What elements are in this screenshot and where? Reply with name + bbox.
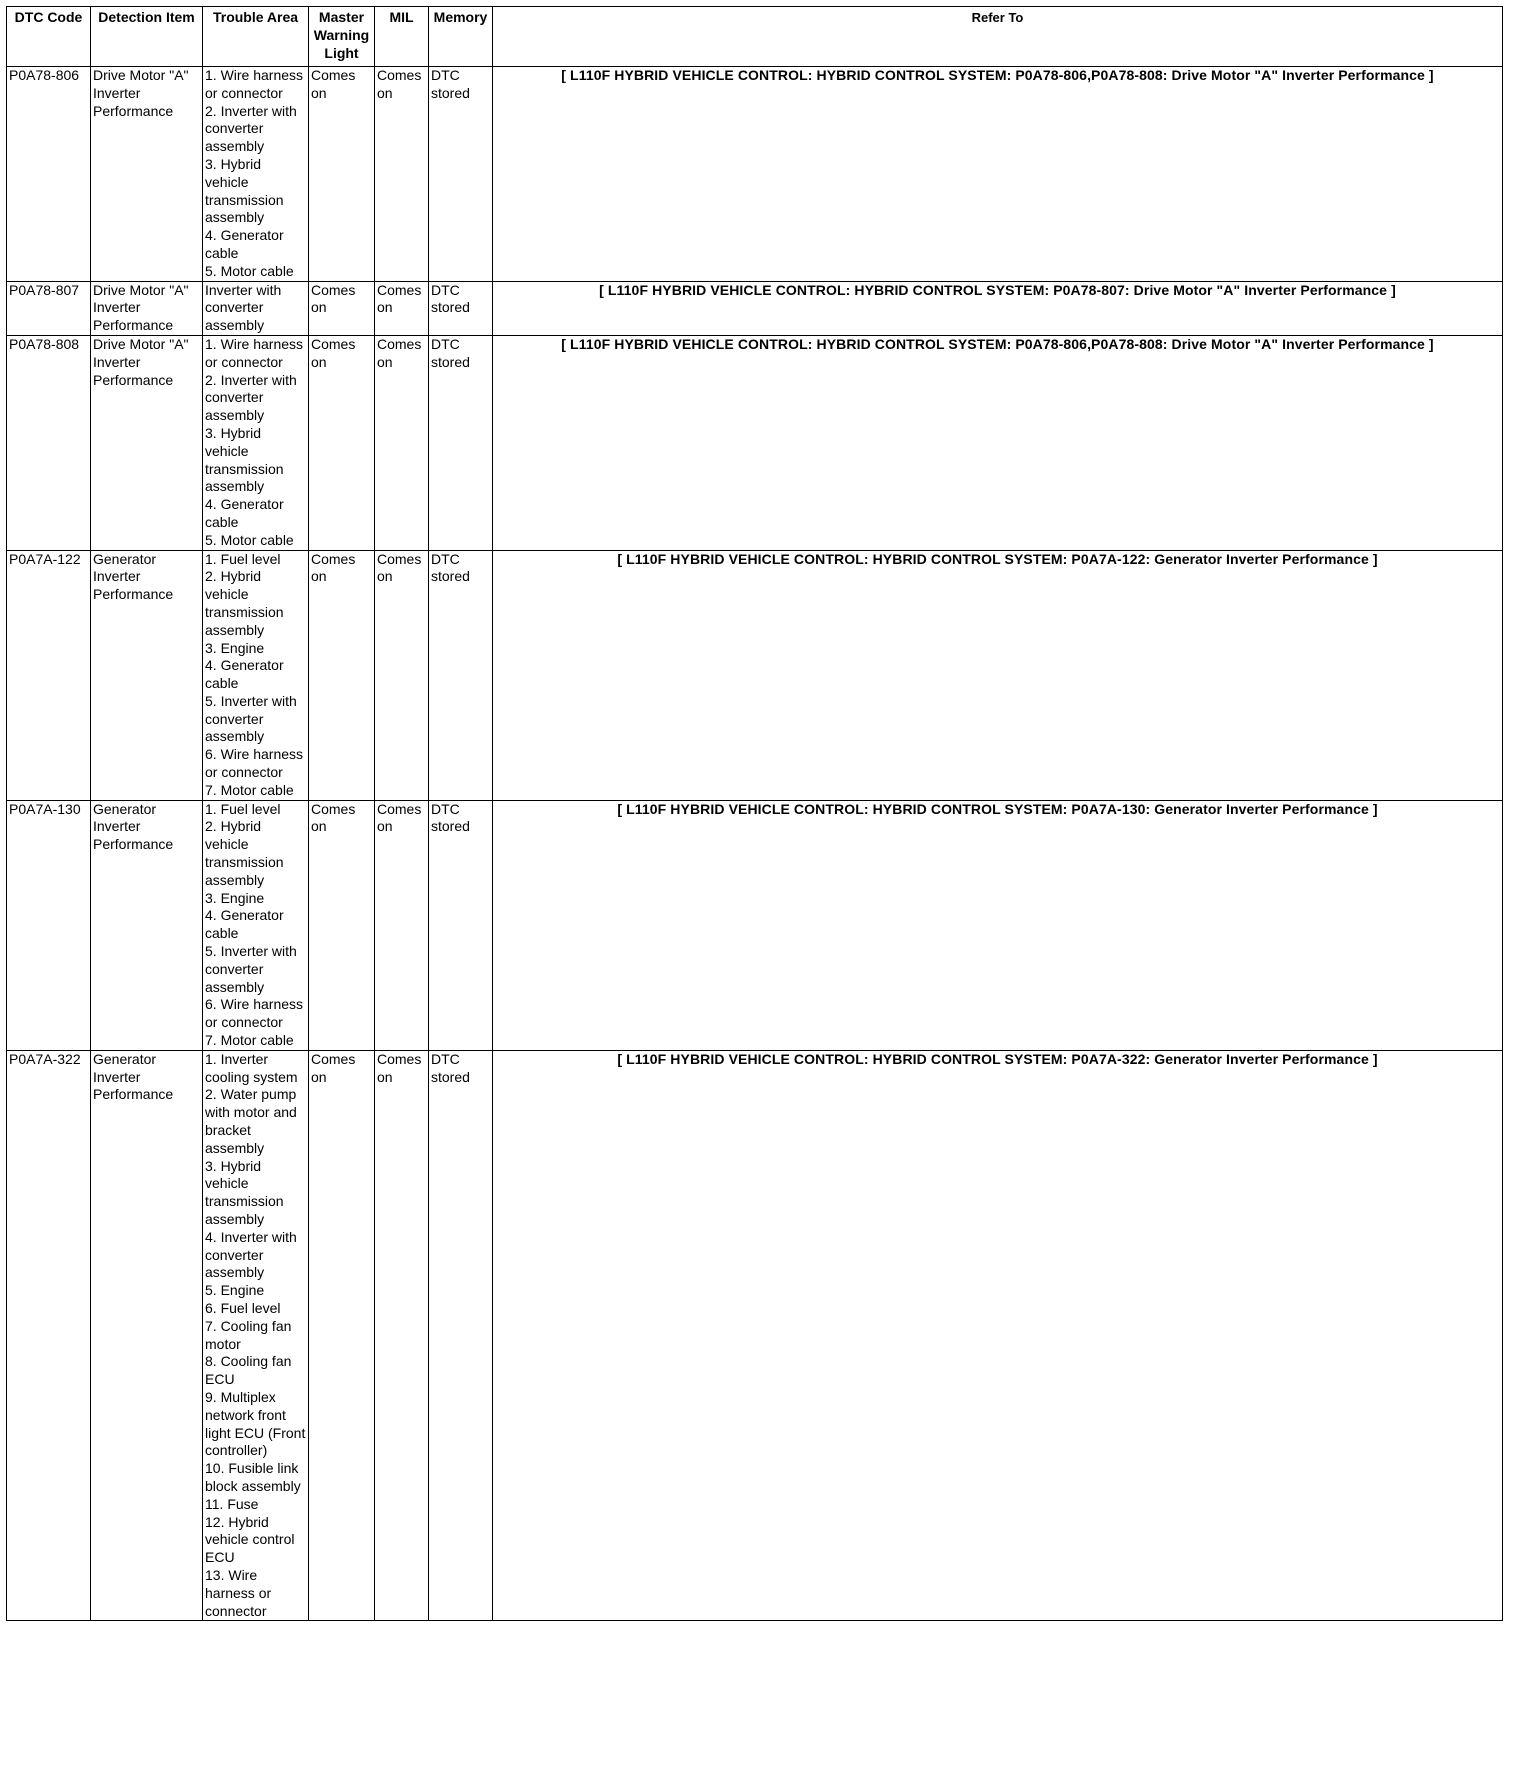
detection-item-cell: Drive Motor "A" Inverter Performance xyxy=(91,281,203,335)
dtc-code-cell: P0A78-808 xyxy=(7,335,91,550)
dtc-code-cell: P0A7A-130 xyxy=(7,800,91,1050)
memory-cell: DTC stored xyxy=(429,550,493,800)
header-mil: MIL xyxy=(375,7,429,67)
master-warning-light-cell: Comes on xyxy=(309,550,375,800)
trouble-area-cell: 1. Fuel level 2. Hybrid vehicle transmission assembly 3. Engine 4. Generator cable 5. Inverter with converter assembly 6. Wire harness or connector 7. Motor cable xyxy=(203,550,309,800)
dtc-table xyxy=(6,6,1503,1621)
dtc-code-cell: P0A78-806 xyxy=(7,67,91,282)
memory-cell: DTC stored xyxy=(429,67,493,282)
dtc-code-cell: P0A78-807 xyxy=(7,281,91,335)
memory-cell: DTC stored xyxy=(429,1050,493,1621)
table-row xyxy=(7,800,1503,1050)
memory-cell: DTC stored xyxy=(429,281,493,335)
detection-item-cell: Generator Inverter Performance xyxy=(91,550,203,800)
table-row xyxy=(7,67,1503,282)
refer-to-link[interactable]: [ L110F HYBRID VEHICLE CONTROL: HYBRID CONTROL SYSTEM: P0A7A-322: Generator Inverter Performance ] xyxy=(493,1050,1503,1621)
refer-to-link[interactable]: [ L110F HYBRID VEHICLE CONTROL: HYBRID CONTROL SYSTEM: P0A7A-130: Generator Inverter Performance ] xyxy=(493,800,1503,1050)
dtc-code-cell: P0A7A-322 xyxy=(7,1050,91,1621)
mil-cell: Comes on xyxy=(375,281,429,335)
mil-cell: Comes on xyxy=(375,335,429,550)
trouble-area-cell: 1. Inverter cooling system 2. Water pump with motor and bracket assembly 3. Hybrid vehicle transmission assembly 4. Inverter with converter assembly 5. Engine 6. Fuel level 7. Cooling fan motor 8. Cooling fan ECU 9. Multiplex network front light ECU (Front controller) 10. Fusible link block assembly 11. Fuse 12. Hybrid vehicle control ECU 13. Wire harness or connector xyxy=(203,1050,309,1621)
mil-cell: Comes on xyxy=(375,1050,429,1621)
header-trouble-area: Trouble Area xyxy=(203,7,309,67)
master-warning-light-cell: Comes on xyxy=(309,281,375,335)
detection-item-cell: Generator Inverter Performance xyxy=(91,800,203,1050)
refer-to-link[interactable]: [ L110F HYBRID VEHICLE CONTROL: HYBRID CONTROL SYSTEM: P0A78-807: Drive Motor "A" Inverter Performance ] xyxy=(493,281,1503,335)
master-warning-light-cell: Comes on xyxy=(309,800,375,1050)
table-header-row xyxy=(7,7,1503,67)
header-detection-item: Detection Item xyxy=(91,7,203,67)
refer-to-link[interactable]: [ L110F HYBRID VEHICLE CONTROL: HYBRID CONTROL SYSTEM: P0A78-806,P0A78-808: Drive Motor "A" Inverter Performance ] xyxy=(493,335,1503,550)
mil-cell: Comes on xyxy=(375,67,429,282)
trouble-area-cell: 1. Wire harness or connector 2. Inverter with converter assembly 3. Hybrid vehicle transmission assembly 4. Generator cable 5. Motor cable xyxy=(203,335,309,550)
master-warning-light-cell: Comes on xyxy=(309,67,375,282)
master-warning-light-cell: Comes on xyxy=(309,1050,375,1621)
detection-item-cell: Drive Motor "A" Inverter Performance xyxy=(91,67,203,282)
table-row xyxy=(7,335,1503,550)
table-row xyxy=(7,281,1503,335)
header-dtc-code: DTC Code xyxy=(7,7,91,67)
trouble-area-cell: Inverter with converter assembly xyxy=(203,281,309,335)
table-row xyxy=(7,1050,1503,1621)
header-memory: Memory xyxy=(429,7,493,67)
trouble-area-cell: 1. Wire harness or connector 2. Inverter with converter assembly 3. Hybrid vehicle transmission assembly 4. Generator cable 5. Motor cable xyxy=(203,67,309,282)
detection-item-cell: Drive Motor "A" Inverter Performance xyxy=(91,335,203,550)
mil-cell: Comes on xyxy=(375,800,429,1050)
dtc-code-cell: P0A7A-122 xyxy=(7,550,91,800)
memory-cell: DTC stored xyxy=(429,335,493,550)
header-master-warning-light: Master Warning Light xyxy=(309,7,375,67)
trouble-area-cell: 1. Fuel level 2. Hybrid vehicle transmission assembly 3. Engine 4. Generator cable 5. Inverter with converter assembly 6. Wire harness or connector 7. Motor cable xyxy=(203,800,309,1050)
header-refer-to: Refer To xyxy=(493,7,1503,67)
mil-cell: Comes on xyxy=(375,550,429,800)
table-row xyxy=(7,550,1503,800)
detection-item-cell: Generator Inverter Performance xyxy=(91,1050,203,1621)
master-warning-light-cell: Comes on xyxy=(309,335,375,550)
refer-to-link[interactable]: [ L110F HYBRID VEHICLE CONTROL: HYBRID CONTROL SYSTEM: P0A7A-122: Generator Inverter Performance ] xyxy=(493,550,1503,800)
memory-cell: DTC stored xyxy=(429,800,493,1050)
refer-to-link[interactable]: [ L110F HYBRID VEHICLE CONTROL: HYBRID CONTROL SYSTEM: P0A78-806,P0A78-808: Drive Motor "A" Inverter Performance ] xyxy=(493,67,1503,282)
